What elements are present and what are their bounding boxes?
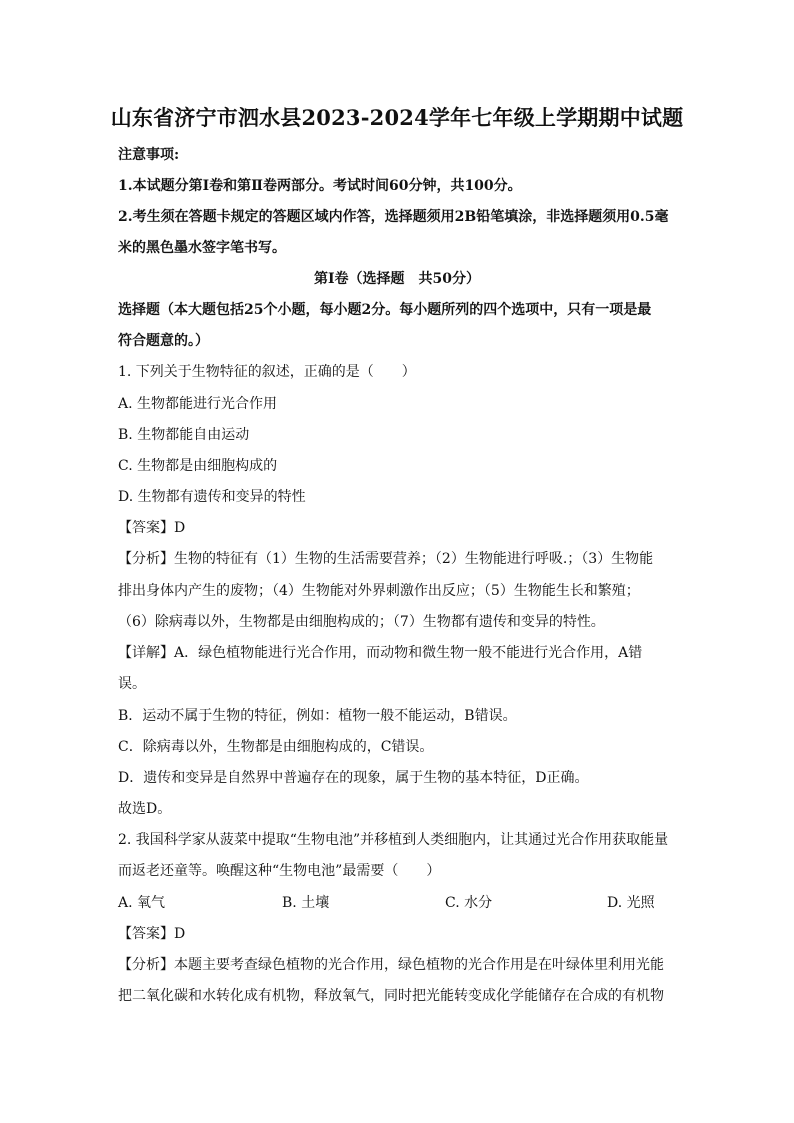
question-1-stem: 1. 下列关于生物特征的叙述，正确的是（ ） [118, 364, 416, 380]
note-line: 米的黑色墨水签字笔书写。 [118, 240, 286, 256]
note-line: 1.本试题分第Ⅰ卷和第Ⅱ卷两部分。考试时间60分钟，共100分。 [118, 178, 522, 194]
question-1-detail-line: B．运动不属于生物的特征，例如：植物一般不能运动，B错误。 [118, 708, 517, 724]
page-title: 山东省济宁市泗水县2023-2024学年七年级上学期期中试题 [110, 105, 684, 130]
question-1-detail-line: 故选D。 [118, 801, 172, 817]
note-line: 2.考生须在答题卡规定的答题区域内作答，选择题须用2B铅笔填涂，非选择题须用0.5毫 [118, 209, 669, 225]
section-title: 第Ⅰ卷（选择题 共50分） [313, 271, 481, 287]
question-2-stem-line: 2. 我国科学家从菠菜中提取“生物电池”并移植到人类细胞内，让其通过光合作用获取能量 [118, 832, 669, 848]
question-1-answer: 【答案】D [118, 520, 186, 536]
question-1-option-c: C. 生物都是由细胞构成的 [118, 458, 278, 474]
question-1-option-a: A. 生物都能进行光合作用 [118, 396, 278, 412]
question-2-analysis-line: 【分析】本题主要考查绿色植物的光合作用，绿色植物的光合作用是在叶绿体里利用光能 [118, 957, 664, 973]
question-1-option-d: D. 生物都有遗传和变异的特性 [118, 489, 306, 505]
question-1-detail-line: 误。 [118, 676, 146, 692]
question-1-detail-line: D．遗传和变异是自然界中普遍存在的现象，属于生物的基本特征，D正确。 [118, 770, 589, 786]
question-2-option-a: A. 氧气 [118, 895, 166, 911]
notes-heading: 注意事项: [118, 147, 180, 163]
question-1-detail-line: C．除病毒以外，生物都是由细胞构成的，C错误。 [118, 739, 434, 755]
question-2-analysis-line: 把二氧化碳和水转化成有机物，释放氧气，同时把光能转变成化学能储存在合成的有机物 [118, 988, 664, 1004]
question-1-analysis-line: 排出身体内产生的废物；（4）生物能对外界刺激作出反应；（5）生物能生长和繁殖； [118, 583, 640, 599]
question-2-stem-line: 而返老还童等。唤醒这种“生物电池”最需要（ ） [118, 863, 441, 879]
question-2-answer: 【答案】D [118, 926, 186, 942]
question-1-detail-line: 【详解】A．绿色植物能进行光合作用，而动物和微生物一般不能进行光合作用，A错 [118, 645, 643, 661]
question-2-option-b: B. 土壤 [282, 895, 330, 911]
question-2-option-d: D. 光照 [607, 895, 655, 911]
section-intro-line: 符合题意的。） [118, 333, 209, 349]
question-1-option-b: B. 生物都能自由运动 [118, 427, 250, 443]
section-intro-line: 选择题（本大题包括25个小题，每小题2分。每小题所列的四个选项中，只有一项是最 [118, 302, 652, 318]
question-1-analysis-line: 【分析】生物的特征有（1）生物的生活需要营养；（2）生物能进行呼吸.；（3）生物能 [118, 551, 654, 567]
question-1-analysis-line: （6）除病毒以外，生物都是由细胞构成的；（7）生物都有遗传和变异的特性。 [118, 614, 605, 630]
question-2-option-c: C. 水分 [445, 895, 493, 911]
